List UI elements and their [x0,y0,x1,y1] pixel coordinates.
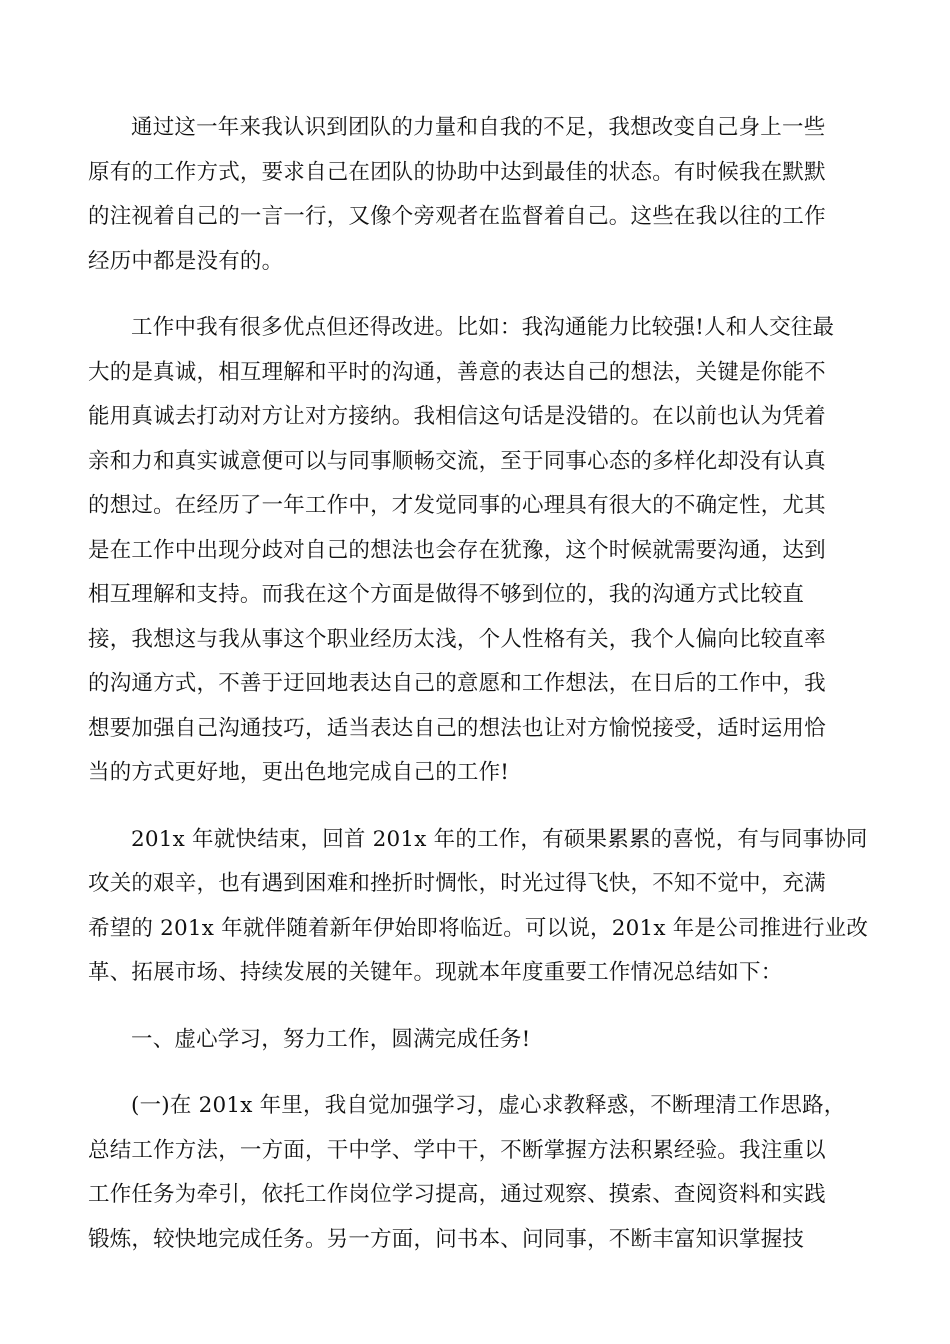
text-line: 锻炼，较快地完成任务。另一方面，问书本、问同事，不断丰富知识掌握技 [88,1226,805,1252]
paragraph-5 [88,1084,858,1262]
text-line: 亲和力和真实诚意便可以与同事顺畅交流，至于同事心态的多样化却没有认真 [88,448,826,474]
text-line: 工作中我有很多优点但还得改进。比如：我沟通能力比较强!人和人交往最 [131,315,835,340]
text-line: 想要加强自己沟通技巧，适当表达自己的想法也让对方愉悦接受，适时运用恰 [88,715,826,741]
text-line: 能用真诚去打动对方让对方接纳。我相信这句话是没错的。在以前也认为凭着 [88,404,826,429]
text-line: 经历中都是没有的。 [88,248,284,274]
paragraph-2 [88,306,858,796]
section-heading [88,1018,858,1063]
text-line: (一)在 201x 年里，我自觉加强学习，虚心求教释惑，不断理清工作思路， [131,1093,846,1118]
document-body [88,106,869,1284]
text-line: 希望的 201x 年就伴随着新年伊始即将临近。可以说，201x 年是公司推进行业改 [88,915,869,941]
text-line: 接，我想这与我从事这个职业经历太浅，个人性格有关，我个人偏向比较直率 [88,626,826,652]
text-line: 的想过。在经历了一年工作中，才发觉同事的心理具有很大的不确定性，尤其 [88,493,826,518]
text-line: 的沟通方式，不善于迂回地表达自己的意愿和工作想法，在日后的工作中，我 [88,671,826,696]
text-line: 的注视着自己的一言一行，又像个旁观者在监督着自己。这些在我以往的工作 [88,204,826,229]
text-line: 工作任务为牵引，依托工作岗位学习提高，通过观察、摸索、查阅资料和实践 [88,1182,826,1207]
text-line: 原有的工作方式，要求自己在团队的协助中达到最佳的状态。有时候我在默默 [88,159,826,185]
text-line: 总结工作方法，一方面，干中学、学中干，不断掌握方法积累经验。我注重以 [88,1137,826,1163]
text-line: 大的是真诚，相互理解和平时的沟通，善意的表达自己的想法，关键是你能不 [88,359,826,385]
paragraph-3 [88,818,869,996]
text-line: 201x 年就快结束，回首 201x 年的工作，有硕果累累的喜悦，有与同事协同 [131,826,868,852]
heading-line: 一、虚心学习，努力工作，圆满完成任务! [131,1026,531,1052]
text-line: 攻关的艰辛，也有遇到困难和挫折时惆怅，时光过得飞快，不知不觉中，充满 [88,871,826,896]
text-line: 革、拓展市场、持续发展的关键年。现就本年度重要工作情况总结如下： [88,960,783,985]
text-line: 是在工作中出现分歧对自己的想法也会存在犹豫，这个时候就需要沟通，达到 [88,537,826,563]
text-line: 通过这一年来我认识到团队的力量和自我的不足，我想改变自己身上一些 [131,115,826,140]
text-line: 相互理解和支持。而我在这个方面是做得不够到位的，我的沟通方式比较直 [88,582,805,607]
text-line: 当的方式更好地，更出色地完成自己的工作! [88,760,510,785]
paragraph-1 [88,106,858,284]
